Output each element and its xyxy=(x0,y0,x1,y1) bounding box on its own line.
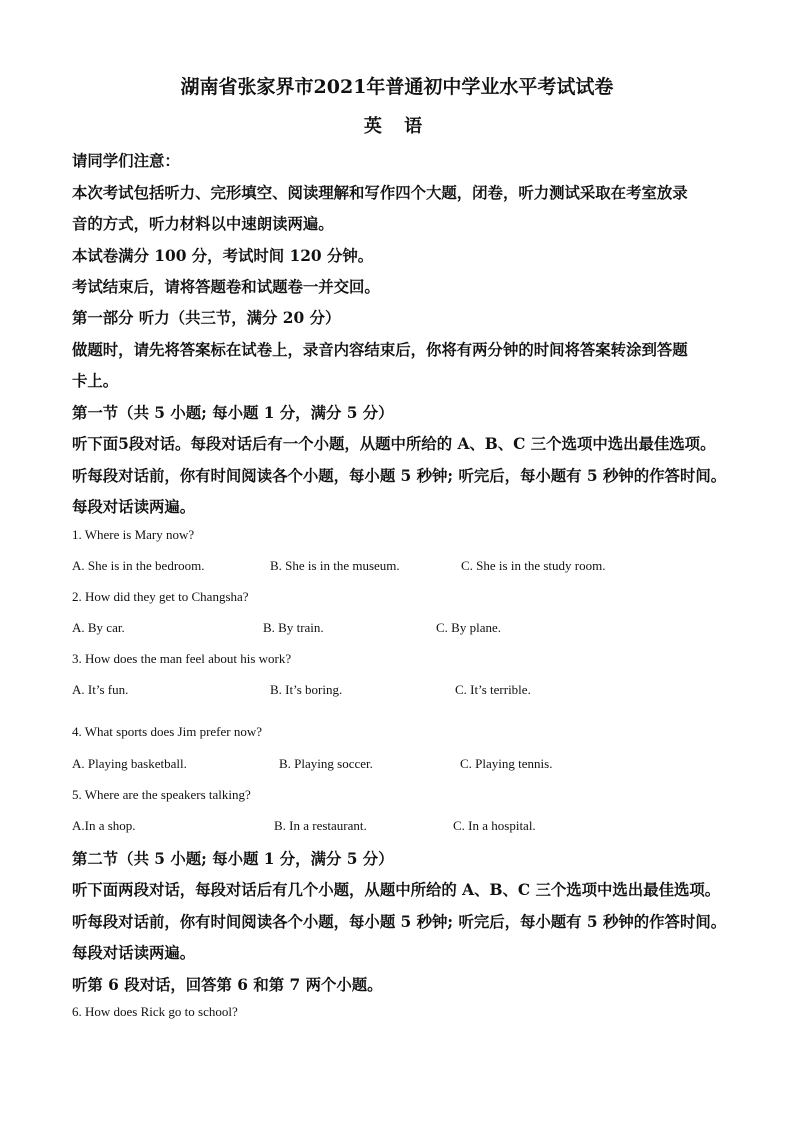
notice-line: 考试结束后，请将答题卷和试题卷一并交回。 xyxy=(72,278,380,296)
section2-instruction: 每段对话读两遍。 xyxy=(72,944,196,962)
question-2-option-b: B. By train. xyxy=(263,620,324,635)
question-4-option-c: C. Playing tennis. xyxy=(460,756,553,771)
notice-line: 音的方式，听力材料以中速朗读两遍。 xyxy=(72,215,334,233)
question-4: 4. What sports does Jim prefer now? xyxy=(72,724,263,739)
notice-line: 本试卷满分 100 分，考试时间 120 分钟。 xyxy=(72,247,374,265)
section1-heading: 第一节（共 5 小题; 每小题 1 分，满分 5 分） xyxy=(72,404,394,422)
section1-instruction: 听每段对话前，你有时间阅读各个小题，每小题 5 秒钟; 听完后，每小题有 5 秒钟的作答时间。 xyxy=(72,467,727,485)
exam-title: 湖南省张家界市2021年普通初中学业水平考试试卷 xyxy=(180,76,614,98)
question-1-option-c: C. She is in the study room. xyxy=(461,558,606,573)
dialogue-intro: 听第 6 段对话，回答第 6 和第 7 两个小题。 xyxy=(72,976,383,994)
question-5-option-c: C. In a hospital. xyxy=(453,818,536,833)
question-1: 1. Where is Mary now? xyxy=(72,527,195,542)
section1-instruction: 每段对话读两遍。 xyxy=(72,498,196,516)
question-3-option-b: B. It’s boring. xyxy=(270,682,343,697)
question-5-option-b: B. In a restaurant. xyxy=(274,818,367,833)
part1-instruction: 做题时，请先将答案标在试卷上，录音内容结束后，你将有两分钟的时间将答案转涂到答题 xyxy=(72,341,688,359)
exam-subject: 英 语 xyxy=(363,116,431,137)
question-3-option-c: C. It’s terrible. xyxy=(455,682,531,697)
notice-heading: 请同学们注意： xyxy=(72,152,180,170)
question-4-option-a: A. Playing basketball. xyxy=(72,756,187,771)
part1-heading: 第一部分 听力（共三节，满分 20 分） xyxy=(72,309,341,327)
section2-instruction: 听下面两段对话，每段对话后有几个小题，从题中所给的 A、B、C 三个选项中选出最佳选项。 xyxy=(72,881,721,899)
question-4-option-b: B. Playing soccer. xyxy=(279,756,373,771)
section2-heading: 第二节（共 5 小题; 每小题 1 分，满分 5 分） xyxy=(72,850,394,868)
question-2: 2. How did they get to Changsha? xyxy=(72,589,249,604)
question-5-option-a: A.In a shop. xyxy=(72,818,136,833)
section2-instruction: 听每段对话前，你有时间阅读各个小题，每小题 5 秒钟; 听完后，每小题有 5 秒钟的作答时间。 xyxy=(72,913,727,931)
question-2-option-a: A. By car. xyxy=(72,620,125,635)
question-3: 3. How does the man feel about his work? xyxy=(72,651,292,666)
question-5: 5. Where are the speakers talking? xyxy=(72,787,251,802)
question-1-option-a: A. She is in the bedroom. xyxy=(72,558,205,573)
notice-line: 本次考试包括听力、完形填空、阅读理解和写作四个大题，闭卷，听力测试采取在考室放录 xyxy=(72,184,688,202)
question-3-option-a: A. It’s fun. xyxy=(72,682,129,697)
question-6: 6. How does Rick go to school? xyxy=(72,1004,238,1019)
section1-instruction: 听下面5段对话。每段对话后有一个小题，从题中所给的 A、B、C 三个选项中选出最佳选项。 xyxy=(72,435,716,453)
question-1-option-b: B. She is in the museum. xyxy=(270,558,400,573)
question-2-option-c: C. By plane. xyxy=(436,620,501,635)
part1-instruction: 卡上。 xyxy=(72,372,119,390)
